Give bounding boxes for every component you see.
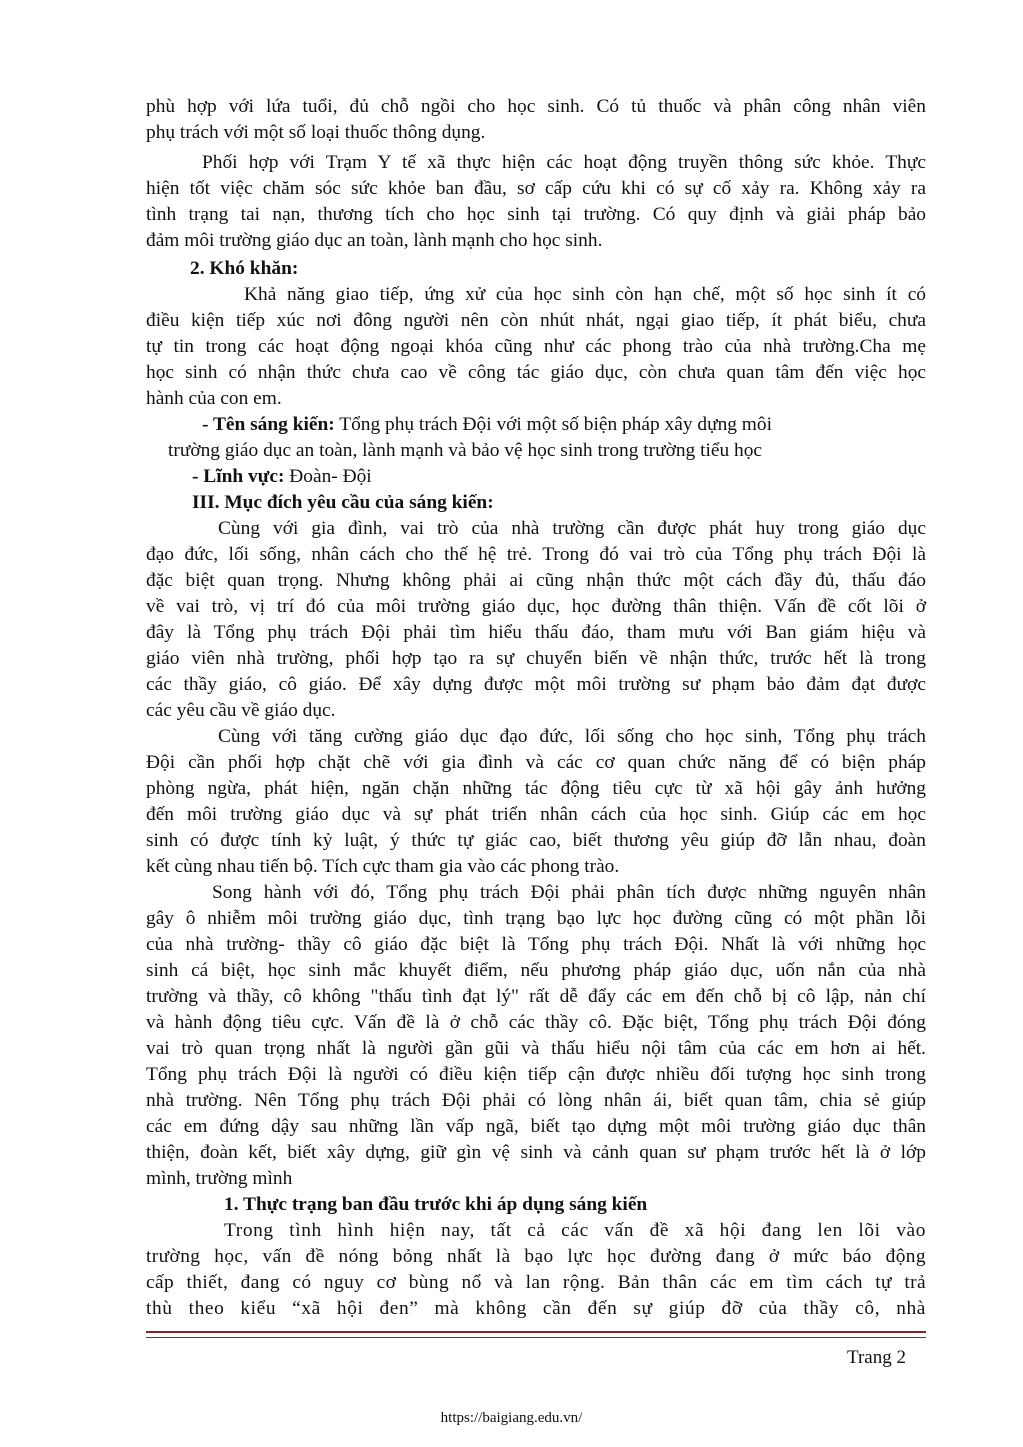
text-line: và hành động tiêu cực. Vấn đề là ở chỗ các thầy cô. Đặc biệt, Tổng phụ trách Đội đóng — [146, 1012, 926, 1033]
text-line: mình, trường mình — [146, 1168, 293, 1189]
text-line: trường giáo dục an toàn, lành mạnh và bảo vệ học sinh trong trường tiểu học — [168, 440, 763, 461]
text-line: gây ô nhiễm môi trường giáo dục, tình trạng bạo lực học đường cũng có một phần lỗi — [146, 908, 926, 929]
text-line: Cùng với gia đình, vai trò của nhà trường cần được phát huy trong giáo dục — [218, 518, 926, 539]
page-number: Trang 2 — [847, 1347, 906, 1368]
text-line: kết cùng nhau tiến bộ. Tích cực tham gia vào các phong trào. — [146, 856, 620, 877]
text-line: học sinh có nhận thức chưa cao về công tác giáo dục, còn chưa quan tâm đến việc học — [146, 362, 926, 383]
text-line: phù hợp với lứa tuổi, đủ chỗ ngồi cho học sinh. Có tủ thuốc và phân công nhân viên — [146, 96, 926, 117]
text-line: phòng ngừa, phát hiện, ngăn chặn những tác động tiêu cực từ xã hội gây ảnh hưởng — [146, 778, 926, 799]
source-url: https://baigiang.edu.vn/ — [440, 1410, 583, 1426]
text-line: đến môi trường giáo dục và sự phát triển nhân cách của học sinh. Giúp các em học — [146, 804, 926, 825]
text-line: sinh cá biệt, học sinh mắc khuyết điểm, nếu phương pháp giáo dục, uốn nắn của nhà — [146, 960, 926, 981]
text-line: Cùng với tăng cường giáo dục đạo đức, lối sống cho học sinh, Tổng phụ trách — [218, 726, 926, 747]
text-line: đạo đức, lối sống, nhân cách cho thế hệ trẻ. Trong đó vai trò của Tổng phụ trách Đội là — [146, 544, 926, 565]
text-line: điều kiện tiếp xúc nơi đông người nên còn nhút nhát, ngại giao tiếp, ít phát biểu, chưa — [146, 310, 926, 331]
field-value: Đoàn- Đội — [289, 466, 372, 487]
text-line: đây là Tổng phụ trách Đội phải tìm hiểu thấu đáo, tham mưu với Ban giám hiệu và — [146, 622, 926, 643]
text-line: các yêu cầu về giáo dục. — [146, 700, 336, 721]
text-line: trường học, vấn đề nóng bỏng nhất là bạo lực học đường đang ở mức báo động — [146, 1246, 926, 1267]
text-line: cấp thiết, đang có nguy cơ bùng nổ và lan rộng. Bản thân các em tìm cách tự trả — [146, 1272, 926, 1293]
section-heading: 1. Thực trạng ban đầu trước khi áp dụng sáng kiến — [224, 1194, 648, 1215]
initiative-name — [202, 412, 926, 438]
text-line: Song hành với đó, Tổng phụ trách Đội phải phân tích được những nguyên nhân — [212, 882, 926, 903]
initiative-name-label: - Tên sáng kiến: — [202, 414, 335, 435]
text-line: về vai trò, vị trí đó của môi trường giáo dục, học đường thân thiện. Vấn đề cốt lõi ở — [146, 596, 926, 617]
text-line: hiện tốt việc chăm sóc sức khỏe ban đầu, sơ cấp cứu khi có sự cố xảy ra. Không xảy ra — [146, 178, 926, 199]
section-heading: III. Mục đích yêu cầu của sáng kiến: — [192, 492, 494, 513]
text-line: vai trò quan trọng nhất là người gần gũi và thấu hiểu nội tâm của các em hơn ai hết. — [146, 1038, 926, 1059]
text-line: thù theo kiểu “xã hội đen” mà không cần đến sự giúp đỡ của thầy cô, nhà — [146, 1298, 926, 1319]
text-line: tình trạng tai nạn, thương tích cho học sinh tại trường. Có quy định và giải pháp bảo — [146, 204, 926, 225]
text-line: Trong tình hình hiện nay, tất cả các vấn đề xã hội đang len lõi vào — [224, 1220, 926, 1241]
field-line — [192, 464, 972, 490]
text-line: nhà trường. Nên Tổng phụ trách Đội phải có lòng nhân ái, biết quan tâm, chia sẻ giúp — [146, 1090, 926, 1111]
text-line: sinh có được tính kỷ luật, ý thức tự giác cao, biết thương yêu giúp đỡ lẫn nhau, đoàn — [146, 830, 926, 851]
section-heading: 2. Khó khăn: — [190, 258, 299, 279]
text-line: phụ trách với một số loại thuốc thông dụng. — [146, 122, 486, 143]
text-line: đảm môi trường giáo dục an toàn, lành mạnh cho học sinh. — [146, 230, 603, 251]
initiative-name-text: Tổng phụ trách Đội với một số biện pháp xây dựng môi — [339, 414, 772, 435]
text-line: Đội cần phối hợp chặt chẽ với gia đình và các cơ quan chức năng để có biện pháp — [146, 752, 926, 773]
text-line: thiện, đoàn kết, biết xây dựng, giữ gìn vệ sinh và cảnh quan sư phạm trước hết là ở lớp — [146, 1142, 926, 1163]
field-label: - Lĩnh vực: — [192, 466, 285, 487]
text-line: tự tin trong các hoạt động ngoại khóa cũng như các phong trào của nhà trường.Cha mẹ — [146, 336, 926, 357]
text-line: các thầy giáo, cô giáo. Để xây dựng được một môi trường sư phạm bảo đảm đạt được — [146, 674, 926, 695]
text-line: hành của con em. — [146, 388, 282, 409]
text-line: các em đứng dậy sau những lần vấp ngã, biết tạo dựng một môi trường giáo dục thân — [146, 1116, 926, 1137]
footer-rule-thin — [146, 1337, 926, 1338]
text-line: Khả năng giao tiếp, ứng xử của học sinh còn hạn chế, một số học sinh ít có — [244, 284, 926, 305]
text-line: của nhà trường- thầy cô giáo đặc biệt là Tổng phụ trách Đội. Nhất là với những học — [146, 934, 926, 955]
text-line: Phối hợp với Trạm Y tế xã thực hiện các hoạt động truyền thông sức khỏe. Thực — [202, 152, 926, 173]
text-line: đặc biệt quan trọng. Nhưng không phải ai cũng nhận thức một cách đầy đủ, thấu đáo — [146, 570, 926, 591]
footer-rule — [146, 1331, 926, 1333]
text-line: giáo viên nhà trường, phối hợp tạo ra sự chuyển biến về nhận thức, trước hết là trong — [146, 648, 926, 669]
text-line: trường và thầy, cô không "thấu tình đạt lý" rất dễ đẩy các em đến chỗ bị cô lập, nản chí — [146, 986, 926, 1007]
text-line: Tổng phụ trách Đội là người có điều kiện tiếp cận được nhiều đối tượng học sinh trong — [146, 1064, 926, 1085]
